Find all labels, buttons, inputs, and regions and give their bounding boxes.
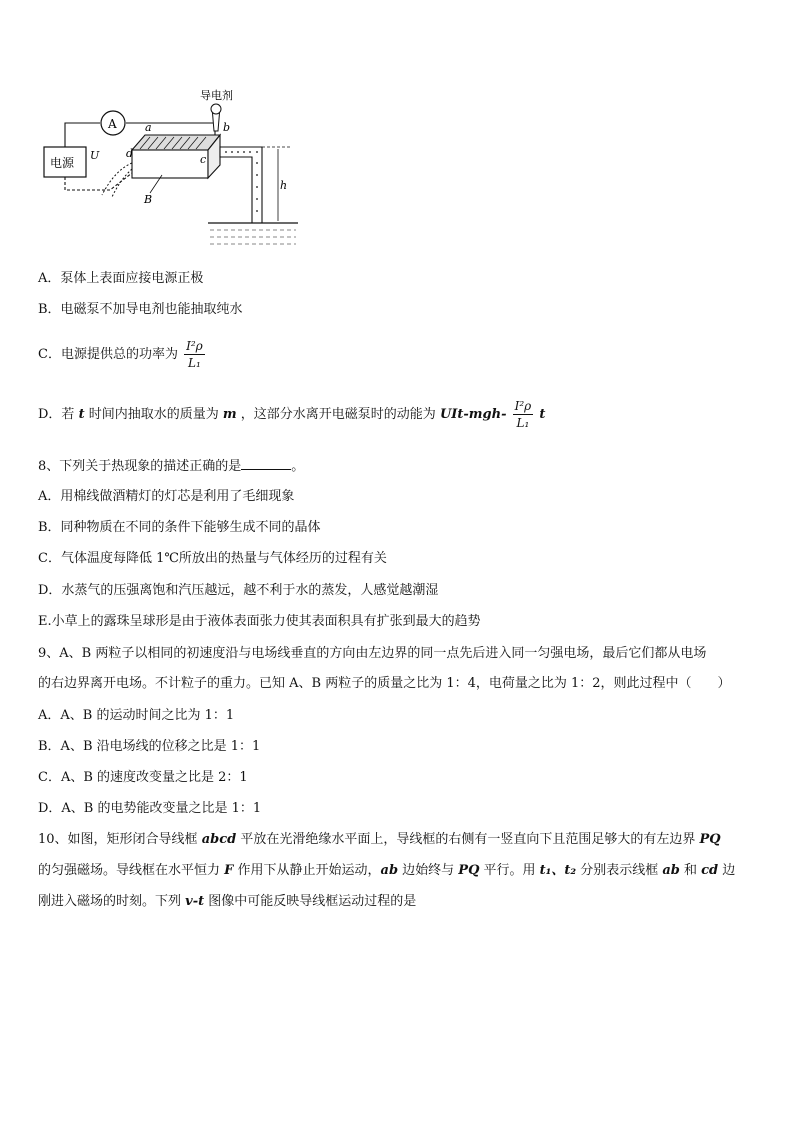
q8-option-e: E.小草上的露珠呈球形是由于液体表面张力使其表面积具有扩张到最大的趋势 [38, 614, 481, 629]
q8-stem [38, 457, 304, 476]
q10-var-pq: PQ [458, 863, 480, 878]
q7-d-fraction [513, 398, 534, 431]
q7-option-c-prefix: C．电源提供总的功率为 [38, 347, 178, 362]
q7-d-var-m: m [222, 407, 237, 422]
water-inflow-2 [112, 169, 132, 197]
q7-d-expression: UIt-mgh- [439, 407, 507, 422]
q8-option-a: A．用棉线做酒精灯的灯芯是利用了毛细现象 [38, 489, 295, 504]
q7-d-mid2: ，这部分水离开电磁泵时的动能为 [240, 407, 436, 422]
q10-var-ab: ab [380, 863, 399, 878]
conductor-label: 导电剂 [200, 89, 233, 102]
q7-option-a: A．泵体上表面应接电源正极 [38, 271, 204, 286]
q9-stem-line2: 的右边界离开电场。不计粒子的重力。已知 A、B 两粒子的质量之比为 1：4，电荷量之比为 1：2，则此过程中（ ） [38, 676, 731, 691]
label-B: B [144, 193, 153, 206]
pump-diagram [40, 85, 300, 255]
q10-var-pq: PQ [699, 832, 721, 847]
q10-line2 [38, 862, 735, 880]
q8-option-d: D．水蒸气的压强离饱和汽压越远，越不利于水的蒸发，人感觉越潮湿 [38, 583, 439, 598]
power-source-label: 电源 [50, 156, 75, 170]
q7-d-var-t: t [78, 407, 85, 422]
label-b: b [223, 121, 231, 134]
q7-c-numerator: I²ρ [186, 339, 203, 353]
bottom-wire [65, 173, 132, 190]
q10-text: 刚进入磁场的时刻。下列 [38, 894, 186, 909]
q7-d-denominator: L₁ [516, 416, 530, 430]
q10-text: 平放在光滑绝缘水平面上，导线框的右侧有一竖直向下且范围足够大的有左边界 [236, 832, 700, 847]
q7-d-suffix: t [539, 407, 546, 422]
q10-var-f: F [224, 863, 234, 878]
q8-option-b: B．同种物质在不同的条件下能够生成不同的晶体 [38, 520, 321, 535]
q10-var-t1-t2: t₁、t₂ [539, 863, 577, 878]
q10-var-vt: v-t [185, 894, 205, 909]
q7-option-c [38, 338, 207, 371]
q10-text: 10、如图，矩形闭合导线框 [38, 832, 202, 847]
q9-option-c: C．A、B 的速度改变量之比是 2：1 [38, 770, 248, 785]
q8-option-c: C．气体温度每降低 1℃所放出的热量与气体经历的过程有关 [38, 551, 387, 566]
q7-c-denominator: L₁ [188, 356, 201, 370]
q7-d-mid: 时间内抽取水的质量为 [88, 407, 219, 422]
ammeter-label: A [108, 117, 117, 131]
outlet-pipe [220, 147, 262, 223]
water-inflow [102, 163, 132, 195]
q10-text: 图像中可能反映导线框运动过程的是 [204, 894, 417, 909]
water-hatching [210, 230, 296, 244]
label-a: a [145, 121, 152, 134]
q10-text: 分别表示线框 [576, 863, 663, 878]
q9-option-b: B．A、B 沿电场线的位移之比是 1：1 [38, 739, 261, 754]
q7-d-numerator: I²ρ [514, 399, 532, 413]
q10-text: 边 [718, 863, 736, 878]
q10-text: 边始终与 [398, 863, 459, 878]
pump-front [132, 150, 208, 178]
q10-text: 和 [679, 863, 702, 878]
q10-var-cd: cd [701, 863, 719, 878]
q10-text: 作用下从静止开始运动， [233, 863, 381, 878]
q9-option-d: D．A、B 的电势能改变量之比是 1：1 [38, 801, 262, 816]
label-d: d [126, 147, 134, 160]
q7-option-c-fraction [184, 338, 205, 371]
q7-option-d [38, 398, 545, 431]
q10-var-abcd: abcd [201, 832, 237, 847]
q10-text: 平行。用 [479, 863, 540, 878]
conductor-bulb [211, 104, 221, 114]
q10-var-ab: ab [662, 863, 680, 878]
q9-option-a: A．A、B 的运动时间之比为 1：1 [38, 708, 235, 723]
q7-option-b: B．电磁泵不加导电剂也能抽取纯水 [38, 302, 243, 317]
q8-answer-blank [241, 457, 291, 470]
q8-stem-end: 。 [291, 459, 305, 474]
top-wire [65, 123, 100, 147]
q7-d-prefix: D．若 [38, 407, 75, 422]
q10-line3 [38, 893, 416, 911]
q10-text: 的匀强磁场。导线框在水平恒力 [38, 863, 225, 878]
q10-line1 [38, 831, 721, 849]
q8-stem-text: 8、下列关于热现象的描述正确的是 [38, 459, 242, 474]
label-c: c [200, 153, 207, 166]
height-label: h [280, 179, 288, 192]
q9-stem-line1: 9、A、B 两粒子以相同的初速度沿与电场线垂直的方向由左边界的同一点先后进入同一匀强电场，最后它们都从电场 [38, 646, 707, 661]
voltage-label: U [90, 149, 100, 162]
